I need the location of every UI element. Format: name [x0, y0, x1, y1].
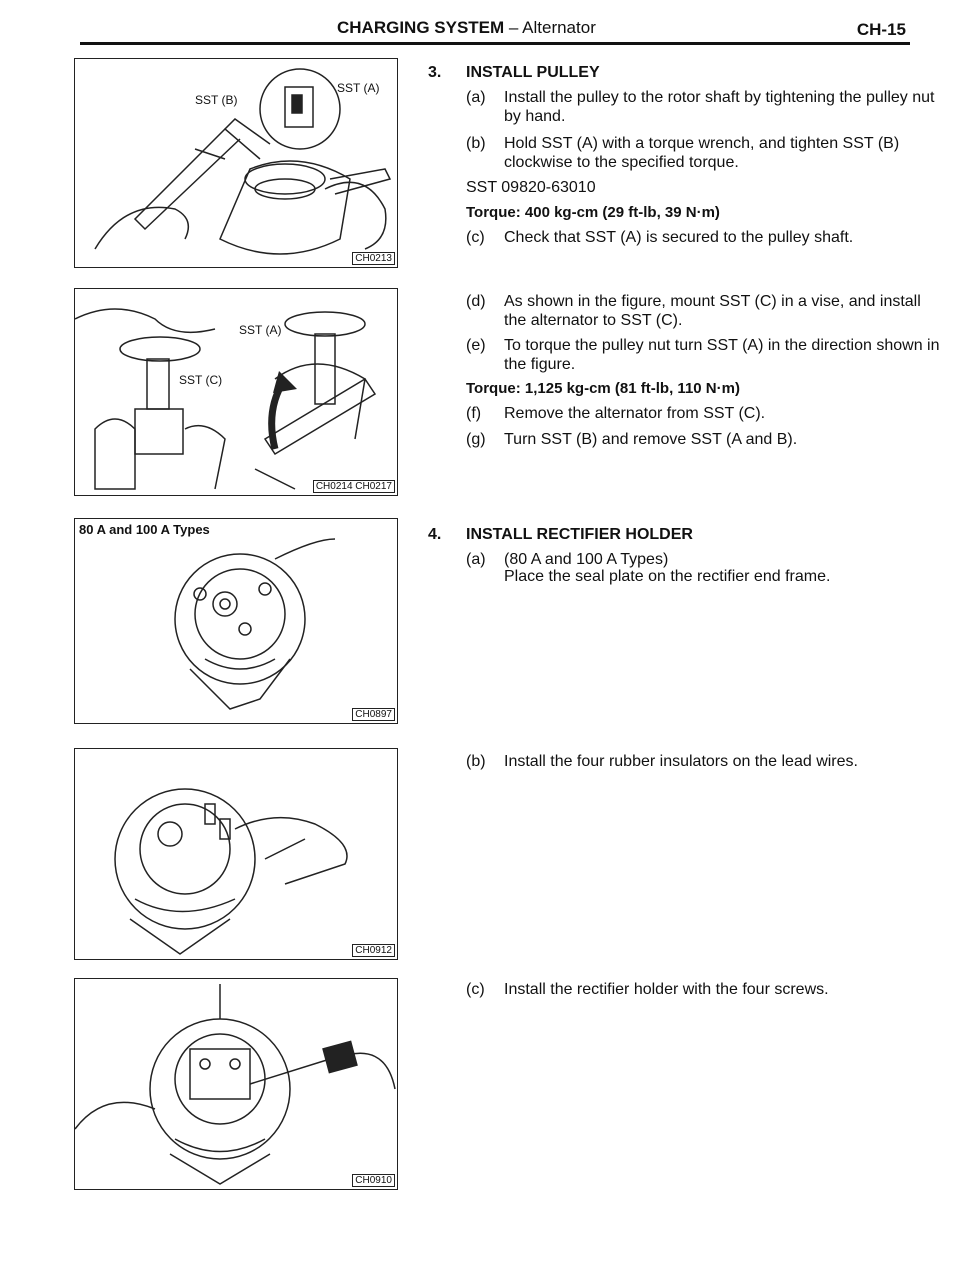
figure-caption: 80 A and 100 A Types: [79, 522, 210, 537]
figure-code: CH0214 CH0217: [313, 480, 395, 493]
substep-text: Turn SST (B) and remove SST (A and B).: [504, 431, 798, 448]
substep-text: Place the seal plate on the rectifier end frame.: [504, 568, 831, 585]
substep-text: Install the rectifier holder with the four screws.: [504, 981, 829, 998]
step-title: INSTALL PULLEY: [466, 64, 600, 81]
figure-rectifier-screws: [74, 978, 398, 1190]
substep-text: Hold SST (A) with a torque wrench, and tighten SST (B) clockwise to the specified torque.: [504, 135, 900, 171]
seal-plate-illustration: [75, 519, 397, 723]
torque-spec: Torque: 1,125 kg-cm (81 ft-lb, 110 N·m): [466, 380, 740, 397]
substep-label: (f): [466, 405, 482, 422]
substep-text: To torque the pulley nut turn SST (A) in the direction shown in the figure.: [504, 337, 940, 373]
substep-label: (b): [466, 135, 486, 152]
substep-label: (b): [466, 753, 486, 770]
substep-text: Remove the alternator from SST (C).: [504, 405, 766, 422]
figure-code: CH0912: [352, 944, 395, 957]
page-header: [80, 14, 910, 44]
substep-text: As shown in the figure, mount SST (C) in a vise, and install the alternator to SST (C).: [504, 293, 921, 329]
figure-code: CH0213: [352, 252, 395, 265]
step-number: 4.: [428, 526, 442, 543]
step-title: INSTALL RECTIFIER HOLDER: [466, 526, 693, 543]
insulators-illustration: [75, 749, 397, 959]
rectifier-illustration: [75, 979, 397, 1189]
step-number: 3.: [428, 64, 442, 81]
substep-text: (80 A and 100 A Types): [504, 551, 669, 568]
figure-code: CH0897: [352, 708, 395, 721]
substep-label: (e): [466, 337, 486, 354]
label-sst-a: SST (A): [337, 81, 380, 95]
figure-rubber-insulators: [74, 748, 398, 960]
substep-label: (d): [466, 293, 486, 310]
substep-label: (c): [466, 229, 485, 246]
substep-label: (a): [466, 551, 486, 568]
label-sst-a: SST (A): [239, 323, 282, 337]
figure-code: CH0910: [352, 1174, 395, 1187]
label-sst-c: SST (C): [179, 373, 223, 387]
header-rule: [80, 42, 910, 45]
figure-seal-plate: [74, 518, 398, 724]
page-number: CH-15: [856, 20, 906, 39]
substep-label: (c): [466, 981, 485, 998]
substep-text: Install the four rubber insulators on the lead wires.: [504, 753, 858, 770]
page-title: CHARGING SYSTEM – Alternator: [337, 18, 596, 37]
substep-text: Check that SST (A) is secured to the pulley shaft.: [504, 229, 854, 246]
torque-spec: Torque: 400 kg-cm (29 ft-lb, 39 N·m): [466, 204, 720, 221]
substep-label: (g): [466, 431, 486, 448]
sst-number: SST 09820-63010: [466, 179, 596, 196]
label-sst-b: SST (B): [195, 93, 238, 107]
vise-illustration: [75, 289, 397, 495]
figure-alternator-vise: [74, 288, 398, 496]
substep-label: (a): [466, 89, 486, 106]
figure-pulley-sst: [74, 58, 398, 268]
substep-text: Install the pulley to the rotor shaft by tightening the pulley nut by hand.: [504, 89, 935, 125]
